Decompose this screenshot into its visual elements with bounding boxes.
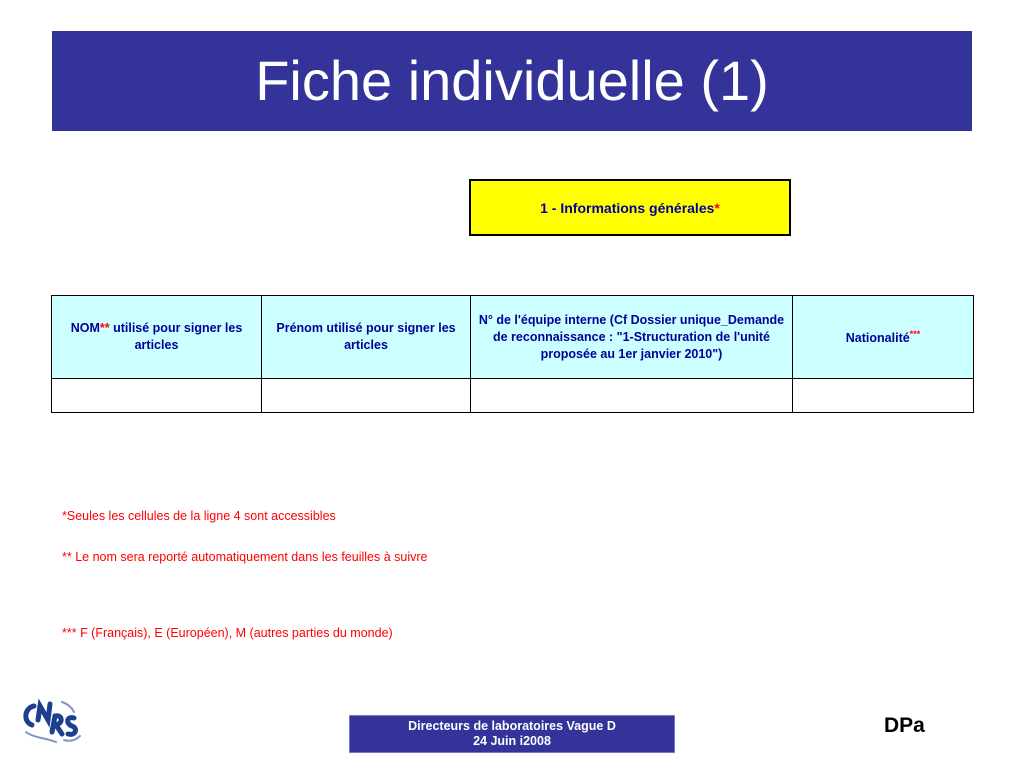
header-nationalite-label: Nationalité (845, 331, 910, 346)
cell-nom[interactable] (52, 379, 262, 413)
title-bar (52, 31, 972, 131)
table-row (52, 379, 974, 413)
footnote-1: *Seules les cellules de la ligne 4 sont accessibles (62, 509, 336, 523)
footer-line-1: Directeurs de laboratoires Vague D (408, 719, 616, 733)
header-equipe: N° de l'équipe interne (Cf Dossier unique_Demande de reconnaissance : "1-Structuration de l'unité proposée au 1er janvier 2010") (471, 296, 793, 379)
header-nom (52, 296, 262, 379)
cnrs-logo-icon (18, 692, 84, 750)
cell-equipe[interactable] (471, 379, 793, 413)
footnote-3: *** F (Français), E (Européen), M (autres parties du monde) (62, 626, 393, 640)
header-nom-label: NOM (70, 321, 100, 335)
header-nationalite-stars: *** (909, 329, 921, 340)
footer-box (349, 715, 675, 753)
info-table (51, 295, 974, 413)
section-heading-box (469, 179, 791, 236)
header-prenom: Prénom utilisé pour signer les articles (262, 296, 471, 379)
footnote-2: ** Le nom sera reporté automatiquement dans les feuilles à suivre (62, 550, 428, 564)
footer-line-2: 24 Juin i2008 (473, 734, 551, 748)
table-header-row (52, 296, 974, 379)
dpa-label: DPa (884, 714, 925, 737)
header-nom-rest: utilisé pour signer les articles (109, 321, 243, 352)
page-title: Fiche individuelle (1) (255, 49, 769, 112)
header-nationalite (793, 296, 974, 379)
section-heading-star: * (714, 199, 720, 216)
cell-prenom[interactable] (262, 379, 471, 413)
header-nom-stars: ** (99, 321, 110, 335)
cell-nationalite[interactable] (793, 379, 974, 413)
section-heading-label: 1 - Informations générales (540, 199, 715, 216)
